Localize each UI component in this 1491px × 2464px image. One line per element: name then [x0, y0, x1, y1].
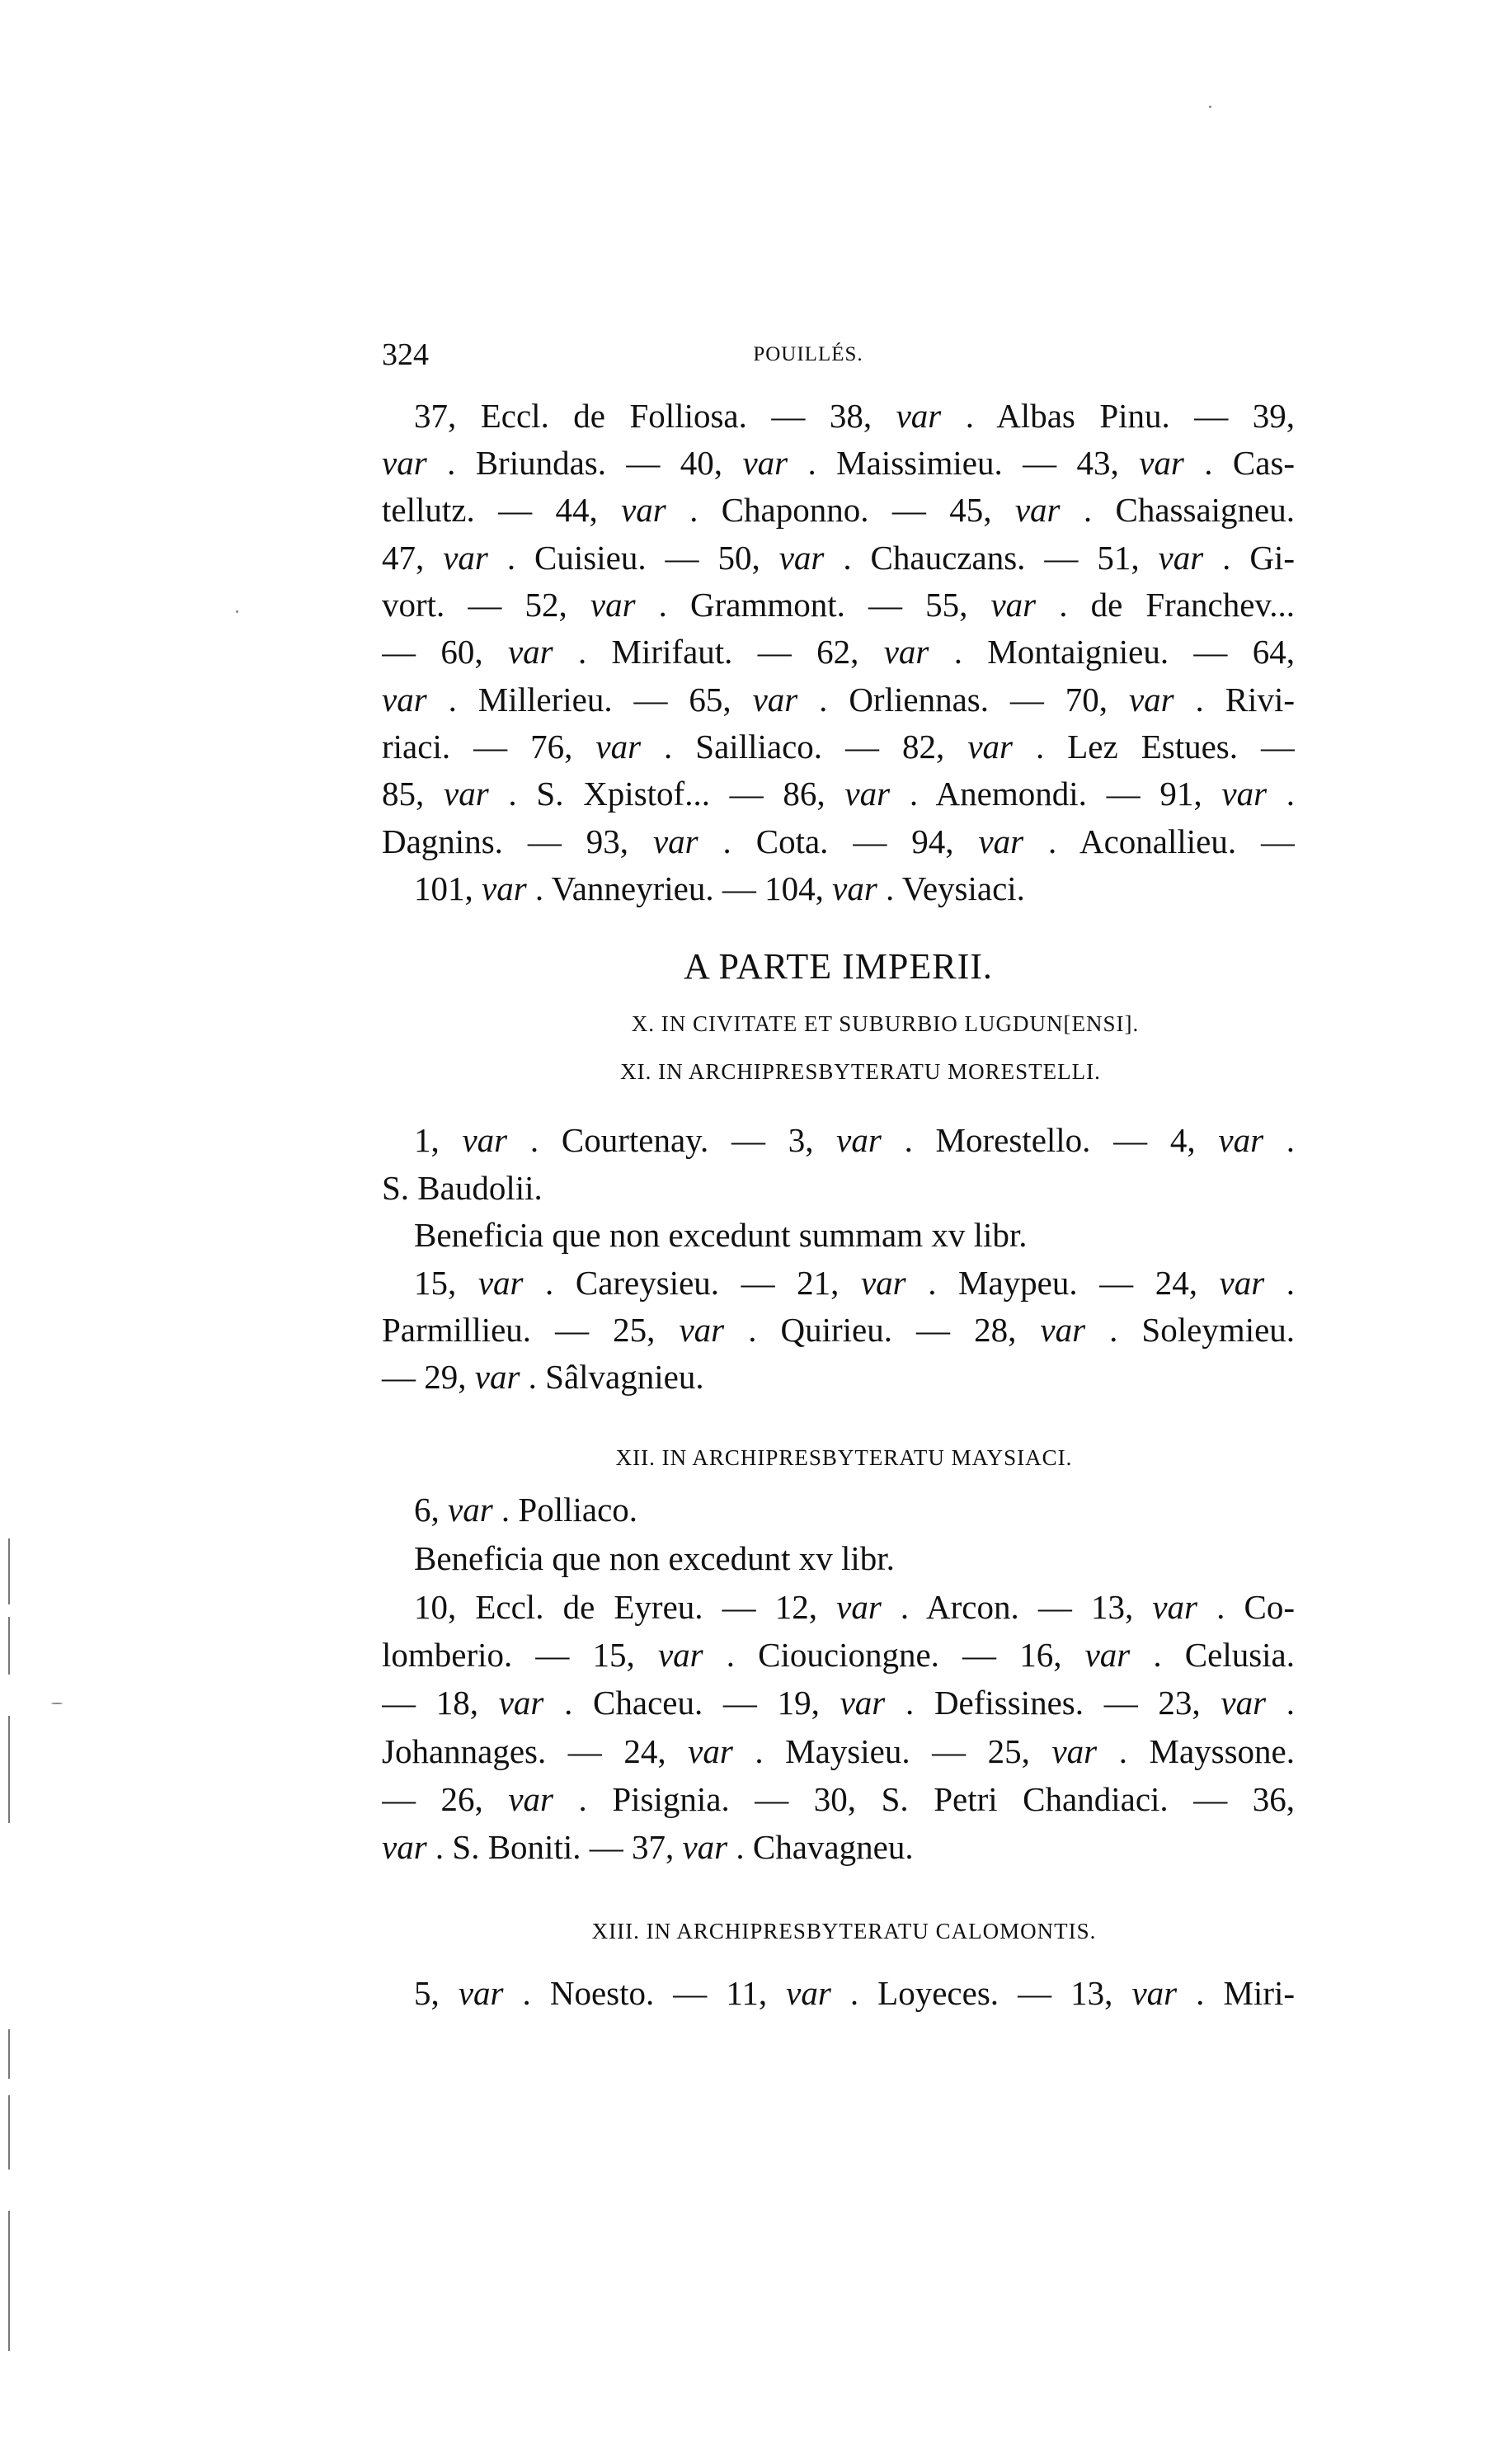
text-run: lomberio. — 15, [382, 1636, 658, 1674]
text-run: — 26, [382, 1780, 509, 1818]
text-line [414, 393, 1295, 440]
italic-abbreviation: var [458, 1974, 504, 2012]
text-line [382, 818, 1295, 865]
text-line [382, 440, 1295, 487]
italic-abbreviation: var [1040, 1311, 1086, 1349]
part-title: A PARTE IMPERII. [684, 946, 993, 987]
italic-abbreviation: var [836, 1121, 882, 1159]
italic-abbreviation: var [860, 1264, 906, 1302]
text-line [382, 487, 1295, 534]
text-line [382, 1776, 1295, 1823]
italic-abbreviation: var [778, 539, 825, 577]
italic-abbreviation: var [498, 1684, 544, 1722]
text-run: riaci. — 76, [382, 728, 596, 766]
text-run: . S. Xpistof... — 86, [508, 775, 845, 813]
italic-abbreviation: var [443, 539, 488, 577]
text-run: . Maypeu. — 24, [928, 1264, 1220, 1302]
text-run: . Aconallieu. — [1048, 822, 1295, 860]
italic-abbreviation: var [840, 1684, 886, 1722]
italic-abbreviation: var [1051, 1732, 1098, 1770]
italic-abbreviation: var [752, 681, 798, 718]
text-run: 5, [414, 1974, 459, 2012]
page-number: 324 [382, 337, 429, 372]
italic-abbreviation: var [836, 1588, 882, 1626]
text-run: . Millerieu. — 65, [448, 681, 753, 718]
italic-abbreviation: var [742, 444, 788, 482]
text-run: . Lez Estues. — [1035, 728, 1295, 766]
text-run: . Montaignieu. — 64, [953, 633, 1295, 671]
scan-artifact-line [8, 2029, 10, 2079]
text-run: . Celusia. [1153, 1636, 1295, 1674]
italic-abbreviation: var [444, 775, 489, 813]
text-run: . Co- [1216, 1588, 1295, 1626]
section-heading-xii: XII. IN ARCHIPRESBYTERATU MAYSIACI. [615, 1445, 1073, 1470]
text-run: . Courtenay. — 3, [529, 1121, 837, 1159]
text-line [382, 535, 1295, 582]
text-run: . Noesto. — 11, [522, 1974, 787, 2012]
text-run: Johannages. — 24, [382, 1732, 689, 1770]
text-run: . Pisignia. — 30, S. Petri Chandiaci. — 36, [578, 1780, 1295, 1818]
text-run: . Cota. — 94, [722, 822, 979, 860]
text-run: . Quirieu. — 28, [748, 1311, 1041, 1349]
text-line [414, 1535, 1327, 1582]
text-line [382, 1824, 1295, 1871]
running-title: POUILLÉS. [753, 343, 863, 365]
italic-abbreviation: var [382, 444, 427, 482]
text-run: . Maissimieu. — 43, [807, 444, 1140, 482]
italic-abbreviation: var [1221, 1684, 1267, 1722]
italic-abbreviation: var [1158, 539, 1204, 577]
text-run: . Briundas. — 40, [447, 444, 743, 482]
text-line [414, 1260, 1295, 1307]
scan-artifact-line [8, 2095, 10, 2170]
text-run: . [1286, 1684, 1295, 1722]
text-run: . Mayssone. [1118, 1732, 1295, 1770]
italic-abbreviation: var [688, 1732, 733, 1770]
italic-abbreviation: var [990, 586, 1037, 624]
text-line [382, 676, 1295, 723]
text-run: Beneficia que non excedunt summam xv libr. [414, 1216, 1028, 1254]
text-line [414, 1584, 1295, 1631]
text-run: . Chavagneu. [736, 1828, 914, 1866]
text-run: . Miri- [1196, 1974, 1295, 2012]
text-run: 1, [414, 1121, 463, 1159]
text-line [382, 770, 1295, 817]
text-line [414, 865, 1327, 912]
italic-abbreviation: var [844, 775, 891, 813]
italic-abbreviation: var [382, 681, 427, 718]
scan-speck [51, 1703, 63, 1704]
scan-speck [1209, 106, 1211, 108]
italic-abbreviation: var [1152, 1588, 1198, 1626]
text-run: S. Baudolii. [382, 1169, 543, 1207]
italic-abbreviation: var [1221, 775, 1268, 813]
text-run: . Vanneyrieu. — 104, [534, 869, 833, 907]
text-run: . [1286, 1121, 1295, 1159]
text-run: . Chaponno. — 45, [689, 491, 1015, 529]
italic-abbreviation: var [896, 397, 942, 435]
italic-abbreviation: var [679, 1311, 725, 1349]
text-run: . Polliaco. [501, 1491, 638, 1529]
italic-abbreviation: var [786, 1974, 831, 2012]
text-run: . Cas- [1204, 444, 1295, 482]
italic-abbreviation: var [507, 633, 553, 671]
text-line [382, 1632, 1295, 1679]
scan-artifact-line [8, 1617, 10, 1675]
text-line [382, 629, 1295, 676]
text-run: . Sailliaco. — 82, [664, 728, 968, 766]
italic-abbreviation: var [652, 822, 698, 860]
italic-abbreviation: var [448, 1491, 493, 1529]
italic-abbreviation: var [590, 586, 636, 624]
text-run: — 60, [382, 633, 508, 671]
text-run: . Sâlvagnieu. [528, 1358, 704, 1396]
text-run: 15, [414, 1264, 478, 1302]
text-run: . Orliennas. — 70, [819, 681, 1129, 718]
italic-abbreviation: var [1219, 1264, 1265, 1302]
text-run: . Chauczans. — 51, [843, 539, 1159, 577]
text-run: — 18, [382, 1684, 499, 1722]
text-run: Beneficia que non excedunt xv libr. [414, 1539, 895, 1577]
italic-abbreviation: var [1014, 491, 1061, 529]
text-run: . Rivi- [1195, 681, 1295, 718]
text-line [382, 1680, 1295, 1727]
text-line [414, 1970, 1295, 2017]
italic-abbreviation: var [621, 491, 666, 529]
italic-abbreviation: var [482, 869, 527, 907]
italic-abbreviation: var [595, 728, 642, 766]
text-line [382, 1728, 1295, 1775]
italic-abbreviation: var [1128, 681, 1174, 718]
text-line [382, 723, 1295, 770]
section-heading-x: X. IN CIVITATE ET SUBURBIO LUGDUN[ENSI]. [631, 1011, 1140, 1036]
text-run: . S. Boniti. — 37, [435, 1828, 683, 1866]
text-run: . [1286, 775, 1295, 813]
scan-artifact-line [8, 1716, 10, 1823]
text-run: . Maysieu. — 25, [755, 1732, 1052, 1770]
scan-artifact-line [8, 1538, 10, 1604]
text-run: Dagnins. — 93, [382, 822, 653, 860]
text-line [382, 1307, 1295, 1354]
text-run: . Mirifaut. — 62, [577, 633, 884, 671]
text-run: . Chaceu. — 19, [564, 1684, 840, 1722]
text-line [382, 1165, 1295, 1212]
text-run: vort. — 52, [382, 586, 590, 624]
text-run: . Soleymieu. [1109, 1311, 1295, 1349]
text-run: . Loyeces. — 13, [849, 1974, 1132, 2012]
scan-artifact-line [8, 2211, 10, 2351]
text-run: . Cuisieu. — 50, [506, 539, 779, 577]
italic-abbreviation: var [1084, 1636, 1131, 1674]
text-line [382, 582, 1295, 629]
italic-abbreviation: var [883, 633, 929, 671]
text-run: 6, [414, 1491, 448, 1529]
text-line [414, 1486, 1327, 1534]
text-run: . Defissines. — 23, [905, 1684, 1221, 1722]
text-run: . Gi- [1222, 539, 1295, 577]
scan-speck [236, 610, 238, 613]
text-run: Parmillieu. — 25, [382, 1311, 680, 1349]
text-line [382, 1354, 1295, 1401]
italic-abbreviation: var [967, 728, 1013, 766]
text-run: . de Franchev... [1059, 586, 1295, 624]
text-run: . Arcon. — 13, [900, 1588, 1153, 1626]
italic-abbreviation: var [508, 1780, 553, 1818]
italic-abbreviation: var [1139, 444, 1184, 482]
text-run: 47, [382, 539, 444, 577]
text-line [414, 1212, 1327, 1259]
text-run: . Grammont. — 55, [658, 586, 991, 624]
italic-abbreviation: var [978, 822, 1024, 860]
italic-abbreviation: var [657, 1636, 703, 1674]
text-run: . [1286, 1264, 1295, 1302]
text-run: 37, Eccl. de Folliosa. — 38, [414, 397, 896, 435]
text-run: . Morestello. — 4, [904, 1121, 1219, 1159]
text-run: 10, Eccl. de Eyreu. — 12, [414, 1588, 837, 1626]
italic-abbreviation: var [1131, 1974, 1178, 2012]
italic-abbreviation: var [832, 869, 877, 907]
italic-abbreviation: var [682, 1828, 728, 1866]
text-run: — 29, [382, 1358, 475, 1396]
section-heading-xi: XI. IN ARCHIPRESBYTERATU MORESTELLI. [620, 1059, 1101, 1084]
text-run: . Ciouciongne. — 16, [726, 1636, 1085, 1674]
text-run: 101, [414, 869, 482, 907]
italic-abbreviation: var [474, 1358, 520, 1396]
text-run: . Chassaigneu. [1083, 491, 1295, 529]
text-run: . Albas Pinu. — 39, [965, 397, 1295, 435]
text-run: . Veysiaci. [886, 869, 1025, 907]
italic-abbreviation: var [1218, 1121, 1264, 1159]
section-heading-xiii: XIII. IN ARCHIPRESBYTERATU CALOMONTIS. [591, 1919, 1097, 1943]
italic-abbreviation: var [477, 1264, 524, 1302]
text-run: 85, [382, 775, 444, 813]
italic-abbreviation: var [462, 1121, 508, 1159]
text-run: . Careysieu. — 21, [545, 1264, 861, 1302]
italic-abbreviation: var [382, 1828, 427, 1866]
text-run: . Anemondi. — 91, [909, 775, 1222, 813]
text-run: tellutz. — 44, [382, 491, 622, 529]
text-line [414, 1117, 1295, 1164]
